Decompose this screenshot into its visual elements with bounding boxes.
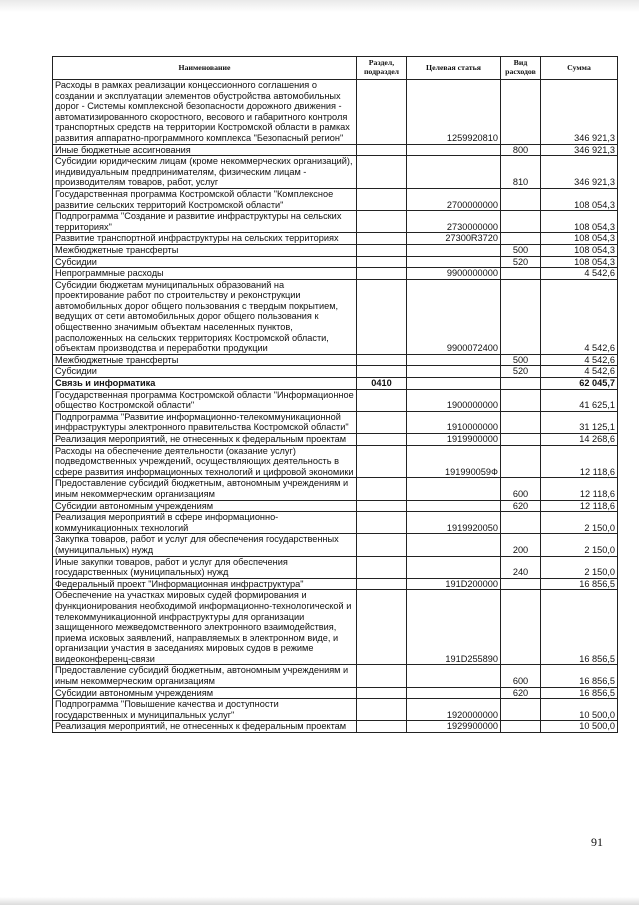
table-row [53,188,618,210]
cell-name: Непрограммные расходы [53,268,357,280]
cell-section [357,233,407,245]
table-row [53,590,618,665]
cell-section: 0410 [357,378,407,390]
table-row [53,80,618,145]
cell-sum: 16 856,5 [541,665,618,687]
table-row [53,687,618,699]
cell-sum: 4 542,6 [541,279,618,354]
cell-section [357,578,407,590]
cell-kind [501,211,541,233]
cell-name: Связь и информатика [53,378,357,390]
cell-kind [501,188,541,210]
cell-section [357,244,407,256]
cell-name: Федеральный проект "Информационная инфраструктура" [53,578,357,590]
cell-name: Межбюджетные трансферты [53,244,357,256]
cell-target: 1910000000 [407,411,501,433]
cell-section [357,445,407,478]
cell-kind [501,389,541,411]
cell-target [407,244,501,256]
cell-target [407,687,501,699]
cell-section [357,354,407,366]
cell-target: 1259920810 [407,80,501,145]
cell-kind: 620 [501,500,541,512]
table-row [53,256,618,268]
table-row [53,445,618,478]
cell-name: Иные бюджетные ассигнования [53,144,357,156]
cell-section [357,411,407,433]
cell-sum: 62 045,7 [541,378,618,390]
cell-section [357,279,407,354]
cell-section [357,500,407,512]
cell-section [357,512,407,534]
cell-sum: 108 054,3 [541,211,618,233]
cell-sum: 12 118,6 [541,478,618,500]
cell-section [357,721,407,733]
cell-section [357,478,407,500]
cell-name: Закупка товаров, работ и услуг для обеспечения государственных (муниципальных) нужд [53,534,357,556]
cell-section [357,556,407,578]
cell-target: 191D200000 [407,578,501,590]
cell-sum: 41 625,1 [541,389,618,411]
cell-sum: 10 500,0 [541,699,618,721]
cell-kind: 520 [501,256,541,268]
cell-name: Государственная программа Костромской области "Информационное общество Костромской области" [53,389,357,411]
cell-name: Реализация мероприятий, не отнесенных к федеральным проектам [53,434,357,446]
cell-sum: 346 921,3 [541,156,618,189]
cell-sum: 2 150,0 [541,556,618,578]
cell-kind [501,578,541,590]
cell-kind: 600 [501,478,541,500]
scan-bottom-edge [0,897,639,905]
cell-kind: 500 [501,244,541,256]
table-row [53,500,618,512]
cell-sum: 12 118,6 [541,500,618,512]
table-row [53,244,618,256]
table-row [53,268,618,280]
cell-name: Расходы на обеспечение деятельности (оказание услуг) подведомственных учреждений, осуществляющих деятельность в сфере развития информационных технологий и цифровой экономики [53,445,357,478]
cell-target: 1919920050 [407,512,501,534]
cell-target [407,156,501,189]
header-sum: Сумма [541,57,618,80]
table-row [53,411,618,433]
cell-section [357,366,407,378]
table-row [53,156,618,189]
cell-section [357,665,407,687]
cell-target [407,144,501,156]
cell-section [357,687,407,699]
cell-kind [501,699,541,721]
cell-kind [501,378,541,390]
cell-target: 1919900000 [407,434,501,446]
cell-name: Подпрограмма "Создание и развитие инфраструктуры на сельских территориях" [53,211,357,233]
table-row [53,366,618,378]
cell-target [407,378,501,390]
cell-sum: 16 856,5 [541,578,618,590]
cell-sum: 16 856,5 [541,687,618,699]
cell-target: 2730000000 [407,211,501,233]
cell-section [357,534,407,556]
header-name: Наименование [53,57,357,80]
table-row [53,721,618,733]
cell-sum: 4 542,6 [541,268,618,280]
cell-target: 9900072400 [407,279,501,354]
header-target: Целевая статья [407,57,501,80]
cell-kind: 800 [501,144,541,156]
table-row [53,434,618,446]
budget-table [52,56,618,733]
table-row [53,144,618,156]
cell-name: Субсидии юридическим лицам (кроме некоммерческих организаций), индивидуальным предпринимателям, физическим лицам - производителям товаров, работ, услуг [53,156,357,189]
cell-sum: 16 856,5 [541,590,618,665]
cell-name: Субсидии [53,366,357,378]
cell-kind: 500 [501,354,541,366]
header-row [53,57,618,80]
header-kind: Вид расходов [501,57,541,80]
cell-kind: 200 [501,534,541,556]
table-row [53,389,618,411]
cell-name: Субсидии бюджетам муниципальных образований на проектирование работ по строительству и реконструкции автомобильных дорог общего пользования с твердым покрытием, ведущих от сети автомобильных дорог общего пользования к общественно значимым объектам населенных пунктов, расположенных на сельских территориях Костромской области, объектам производства и переработки продукции [53,279,357,354]
cell-kind: 520 [501,366,541,378]
cell-section [357,211,407,233]
cell-sum: 346 921,3 [541,80,618,145]
cell-name: Реализация мероприятий в сфере информационно-коммуникационных технологий [53,512,357,534]
table-row [53,378,618,390]
table-row [53,556,618,578]
table-row [53,354,618,366]
cell-target [407,665,501,687]
cell-name: Субсидии автономным учреждениям [53,500,357,512]
cell-target: 191990059Ф [407,445,501,478]
table-row [53,578,618,590]
cell-kind [501,80,541,145]
cell-sum: 4 542,6 [541,366,618,378]
cell-sum: 12 118,6 [541,445,618,478]
cell-sum: 108 054,3 [541,244,618,256]
cell-name: Реализация мероприятий, не отнесенных к федеральным проектам [53,721,357,733]
cell-kind [501,233,541,245]
cell-section [357,389,407,411]
cell-kind: 240 [501,556,541,578]
cell-section [357,434,407,446]
table-row [53,211,618,233]
cell-target: 27300R3720 [407,233,501,245]
cell-sum: 31 125,1 [541,411,618,433]
scan-top-edge [0,0,639,12]
cell-target [407,354,501,366]
cell-name: Развитие транспортной инфраструктуры на сельских территориях [53,233,357,245]
cell-target [407,556,501,578]
cell-kind: 810 [501,156,541,189]
table-row [53,665,618,687]
cell-section [357,256,407,268]
header-section: Раздел, подраздел [357,57,407,80]
cell-kind [501,411,541,433]
table-row [53,512,618,534]
cell-target [407,500,501,512]
cell-target: 191D255890 [407,590,501,665]
table-row [53,534,618,556]
cell-name: Иные закупки товаров, работ и услуг для обеспечения государственных (муниципальных) нужд [53,556,357,578]
cell-section [357,144,407,156]
cell-target [407,534,501,556]
cell-kind [501,721,541,733]
cell-name: Обеспечение на участках мировых судей формирования и функционирования необходимой информационно-технологической и телекоммуникационной инфраструктуры для организации защищенного межведомственного электронного взаимодействия, приема исковых заявлений, направляемых в электронном виде, и организации участия в заседаниях мировых судов в режиме видеоконференц-связи [53,590,357,665]
cell-name: Предоставление субсидий бюджетным, автономным учреждениям и иным некоммерческим организациям [53,478,357,500]
cell-sum: 14 268,6 [541,434,618,446]
table-body [53,80,618,733]
cell-sum: 2 150,0 [541,512,618,534]
cell-name: Субсидии автономным учреждениям [53,687,357,699]
cell-sum: 10 500,0 [541,721,618,733]
table-row [53,699,618,721]
cell-sum: 108 054,3 [541,256,618,268]
cell-sum: 108 054,3 [541,233,618,245]
cell-section [357,156,407,189]
table-header [53,57,618,80]
cell-sum: 2 150,0 [541,534,618,556]
cell-kind [501,512,541,534]
cell-name: Предоставление субсидий бюджетным, автономным учреждениям и иным некоммерческим организациям [53,665,357,687]
cell-section [357,188,407,210]
cell-target [407,478,501,500]
cell-kind [501,279,541,354]
cell-name: Подпрограмма "Развитие информационно-телекоммуникационной инфраструктуры электронного правительства Костромской области" [53,411,357,433]
cell-kind [501,434,541,446]
cell-target: 1900000000 [407,389,501,411]
cell-section [357,268,407,280]
cell-section [357,80,407,145]
cell-kind: 620 [501,687,541,699]
cell-section [357,590,407,665]
cell-target: 2700000000 [407,188,501,210]
cell-sum: 346 921,3 [541,144,618,156]
cell-section [357,699,407,721]
cell-target: 9900000000 [407,268,501,280]
cell-kind: 600 [501,665,541,687]
cell-target [407,256,501,268]
table-row [53,478,618,500]
cell-kind [501,590,541,665]
cell-kind [501,445,541,478]
cell-kind [501,268,541,280]
cell-target [407,366,501,378]
cell-sum: 108 054,3 [541,188,618,210]
cell-name: Государственная программа Костромской области "Комплексное развитие сельских территорий Костромской области" [53,188,357,210]
cell-target: 1920000000 [407,699,501,721]
cell-name: Межбюджетные трансферты [53,354,357,366]
cell-name: Субсидии [53,256,357,268]
cell-name: Подпрограмма "Повышение качества и доступности государственных и муниципальных услуг" [53,699,357,721]
page-number: 91 [591,835,603,849]
table-row [53,233,618,245]
cell-name: Расходы в рамках реализации концессионного соглашения о создании и эксплуатации элементов обустройства автомобильных дорог - Системы комплексной безопасности дорожного движения - автоматизированного скоростного, весового и габаритного контроля транспортных средств на территории Костромской области в рамках развития аппаратно-программного комплекса "Безопасный регион" [53,80,357,145]
cell-target: 1929900000 [407,721,501,733]
table-row [53,279,618,354]
cell-sum: 4 542,6 [541,354,618,366]
